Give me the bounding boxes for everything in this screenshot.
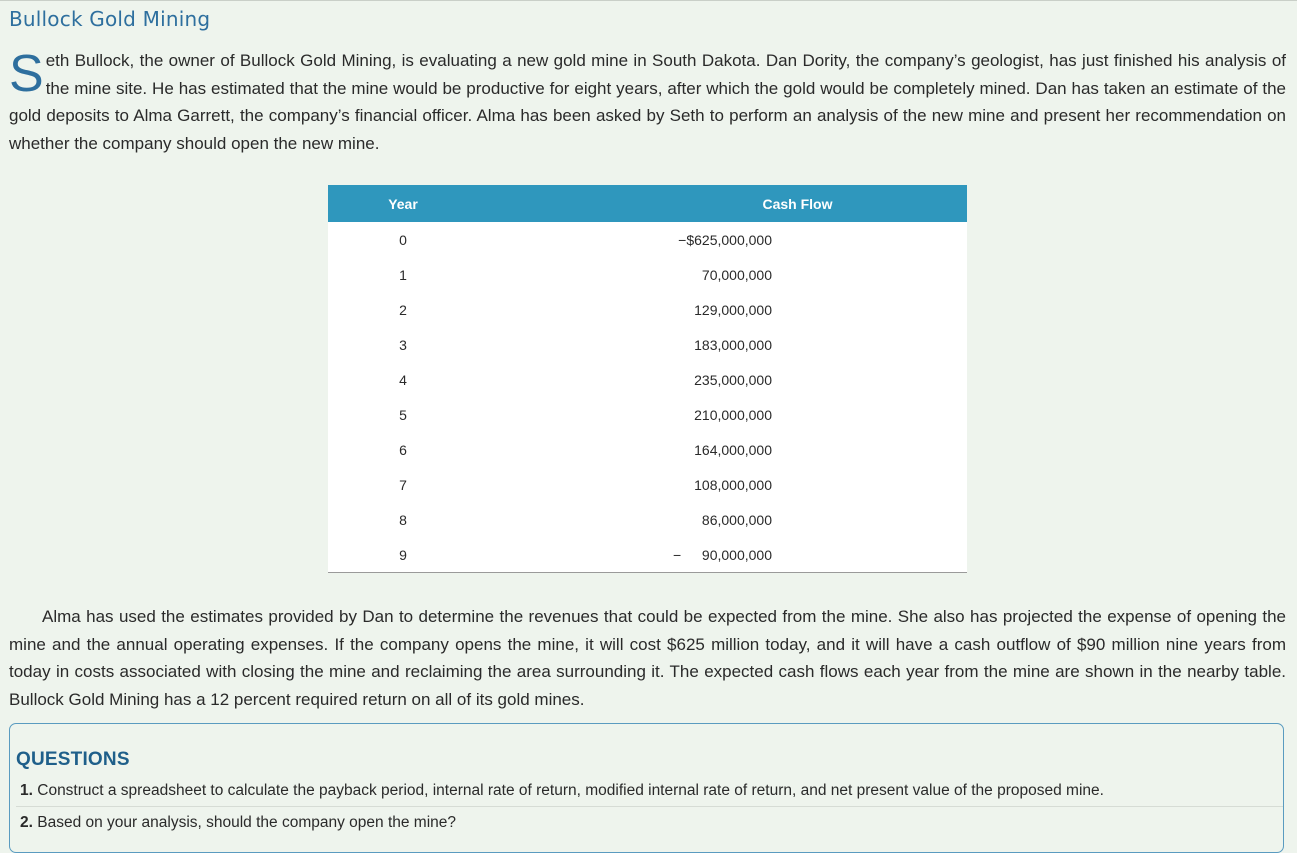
cash-flow-cell: 164,000,000 bbox=[694, 441, 772, 458]
table-row bbox=[328, 362, 967, 397]
table-row bbox=[328, 327, 967, 362]
cash-flow-cell: 235,000,000 bbox=[694, 371, 772, 388]
intro-paragraph bbox=[9, 47, 1286, 158]
year-header: Year bbox=[328, 185, 478, 222]
question-number: 1. bbox=[20, 782, 33, 799]
cash-flow-cell: −$625,000,000 bbox=[678, 231, 772, 248]
table-row bbox=[328, 467, 967, 502]
question-number: 2. bbox=[20, 814, 33, 831]
questions-box bbox=[9, 723, 1284, 853]
intro-text: eth Bullock, the owner of Bullock Gold Mining, is evaluating a new gold mine in South Dakota. Dan Dority, the company’s geologist, has just finished his analysis of the mine site. He has estimated that the mine would be productive for eight years, after which the gold would be completely mined. Dan has taken an estimate of the gold deposits to Alma Garrett, the company’s financial officer. Alma has been asked by Seth to perform an analysis of the new mine and present her recommendation on whether the company should open the new mine. bbox=[9, 51, 1286, 154]
question-text: Construct a spreadsheet to calculate the payback period, internal rate of return, modified internal rate of return, and net present value of the proposed mine. bbox=[37, 782, 1104, 799]
negative-sign: − bbox=[673, 546, 682, 563]
cash-flow-table bbox=[328, 185, 967, 573]
year-cell: 9 bbox=[328, 537, 478, 573]
questions-heading: QUESTIONS bbox=[16, 749, 130, 770]
question-item bbox=[20, 782, 1104, 800]
year-cell: 5 bbox=[399, 406, 407, 423]
table-header-row bbox=[328, 185, 967, 222]
body-paragraph: Alma has used the estimates provided by Dan to determine the revenues that could be expected from the mine. She also has projected the expense of opening the mine and the annual operating expenses. If the company opens the mine, it will cost $625 million today, and it will have a cash outflow of $90 million nine years from today in costs associated with closing the mine and reclaiming the area surrounding it. The expected cash flows each year from the mine are shown in the nearby table. Bullock Gold Mining has a 12 percent required return on all of its gold mines. bbox=[9, 607, 1286, 710]
year-cell: 8 bbox=[399, 511, 407, 528]
table-row bbox=[328, 222, 967, 257]
cash-flow-value: 90,000,000 bbox=[701, 546, 772, 563]
year-cell: 0 bbox=[399, 231, 407, 248]
cash-flow-cell: 129,000,000 bbox=[694, 301, 772, 318]
table-row bbox=[328, 292, 967, 327]
cash-flow-cell: 210,000,000 bbox=[694, 406, 772, 423]
cash-flow-header: Cash Flow bbox=[478, 185, 967, 222]
drop-cap: S bbox=[9, 45, 44, 103]
year-cell: 6 bbox=[399, 441, 407, 458]
table-row bbox=[328, 397, 967, 432]
table-row bbox=[328, 502, 967, 537]
year-cell: 2 bbox=[399, 301, 407, 318]
year-cell: 4 bbox=[399, 371, 407, 388]
question-divider bbox=[16, 806, 1283, 807]
table-row bbox=[328, 537, 967, 573]
year-cell: 7 bbox=[399, 476, 407, 493]
cash-flow-cell: 108,000,000 bbox=[694, 476, 772, 493]
year-cell: 1 bbox=[399, 266, 407, 283]
question-item bbox=[20, 814, 456, 832]
table-row bbox=[328, 432, 967, 467]
table-row bbox=[328, 257, 967, 292]
question-text: Based on your analysis, should the company open the mine? bbox=[37, 814, 457, 831]
page-title: Bullock Gold Mining bbox=[9, 7, 211, 31]
cash-flow-cell bbox=[478, 537, 967, 573]
cash-flow-cell: 86,000,000 bbox=[701, 511, 772, 528]
cash-flow-cell: 183,000,000 bbox=[694, 336, 772, 353]
top-divider bbox=[0, 0, 1297, 1]
cash-flow-cell: 70,000,000 bbox=[701, 266, 772, 283]
year-cell: 3 bbox=[399, 336, 407, 353]
